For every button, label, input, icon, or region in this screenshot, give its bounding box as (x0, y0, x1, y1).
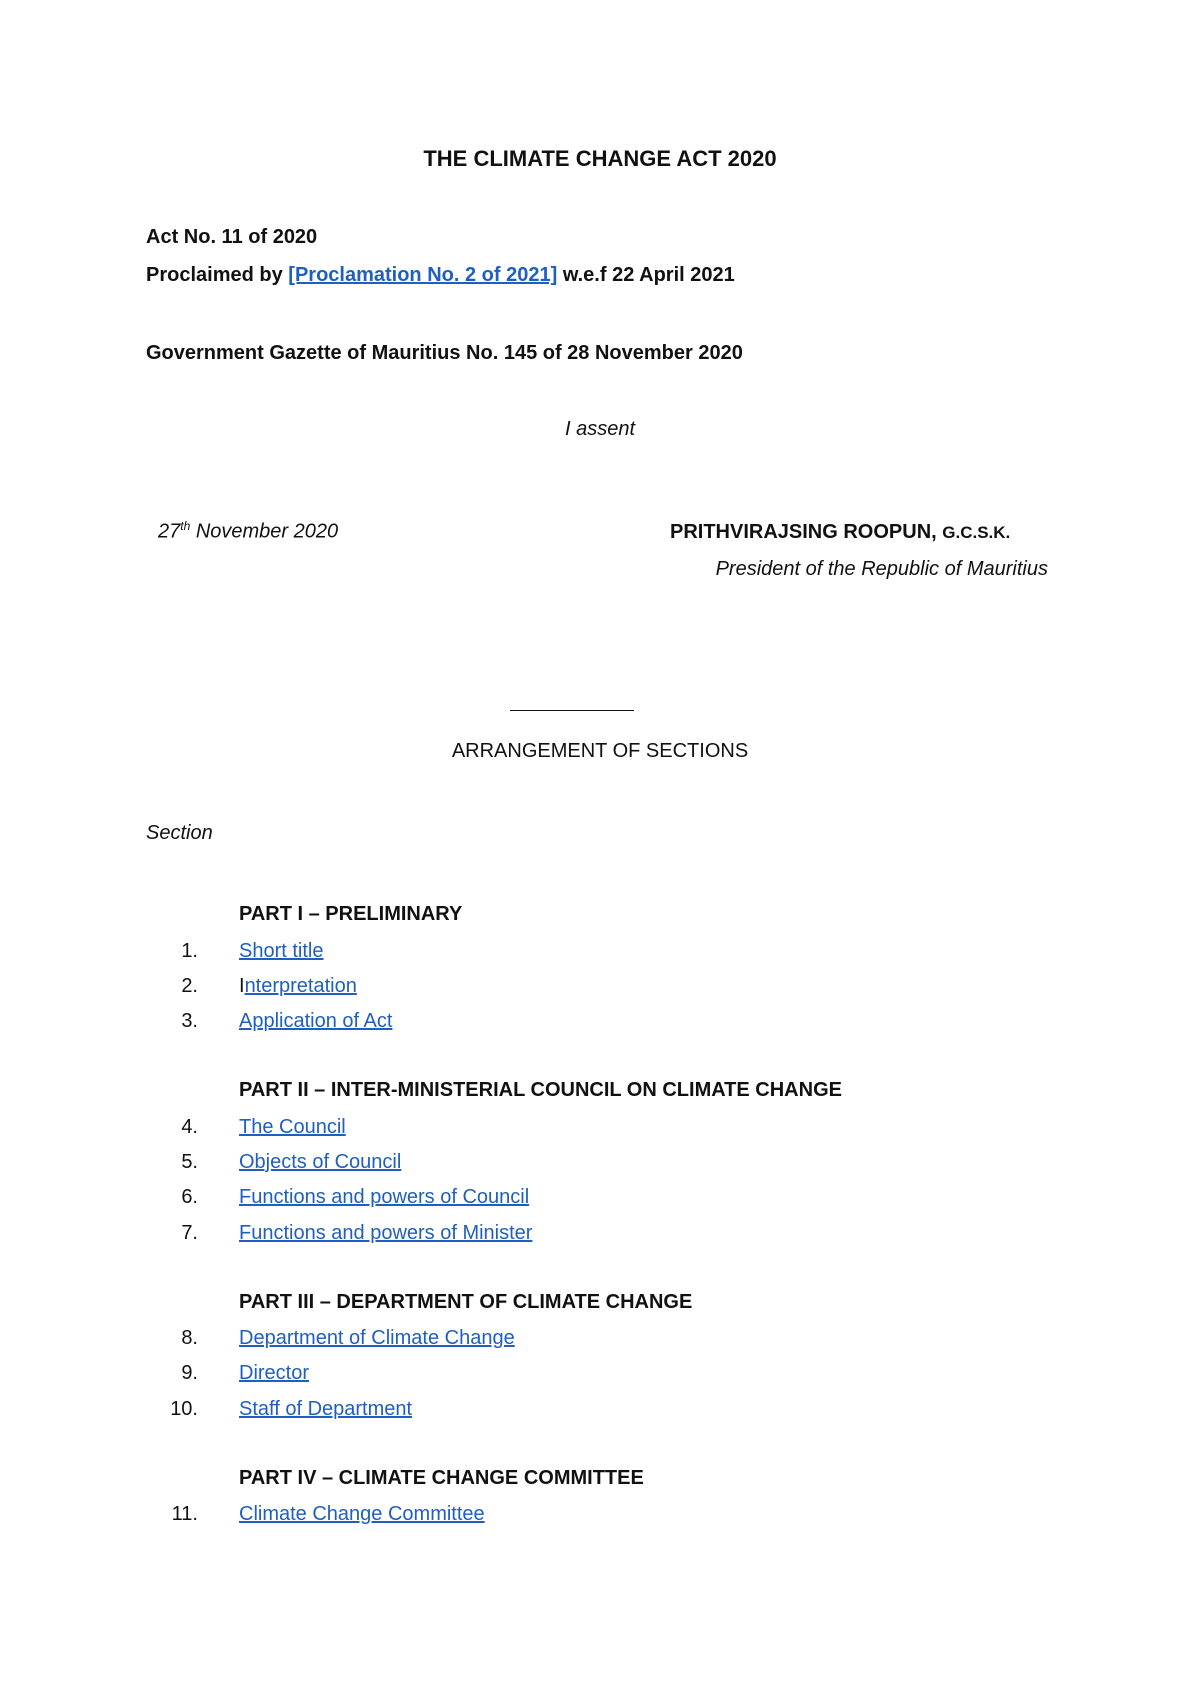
section-number: 5. (181, 1151, 198, 1173)
gazette-reference: Government Gazette of Mauritius No. 145 of 28 November 2020 (146, 342, 743, 364)
proclaimed-suffix: w.e.f 22 April 2021 (562, 264, 735, 286)
section-link[interactable]: Department of Climate Change (239, 1327, 515, 1349)
section-number: 8. (181, 1327, 198, 1349)
signer (670, 521, 1010, 544)
section-number: 1. (181, 940, 198, 962)
section-link[interactable]: Functions and powers of Council (239, 1186, 530, 1208)
section-link[interactable]: Director (239, 1362, 310, 1384)
section-number: 9. (181, 1362, 198, 1384)
part-heading: PART II – INTER-MINISTERIAL COUNCIL ON CLIMATE CHANGE (239, 1079, 842, 1101)
section-link[interactable]: Functions and powers of Minister (239, 1222, 533, 1244)
part-heading: PART I – PRELIMINARY (239, 903, 463, 925)
part-heading: PART III – DEPARTMENT OF CLIMATE CHANGE (239, 1291, 693, 1313)
section-entry (239, 975, 357, 998)
section-link[interactable]: nterpretation (244, 975, 357, 997)
part-heading: PART IV – CLIMATE CHANGE COMMITTEE (239, 1467, 644, 1489)
section-label: Section (146, 822, 213, 844)
section-link[interactable]: Short title (239, 940, 324, 962)
section-link[interactable]: Climate Change Committee (239, 1503, 485, 1525)
signer-title: President of the Republic of Mauritius (715, 558, 1048, 580)
section-label-plain: I (239, 975, 245, 997)
section-link[interactable]: Application of Act (239, 1010, 393, 1032)
signer-honours: G.C.S.K. (942, 523, 1011, 542)
section-link[interactable]: The Council (239, 1116, 346, 1138)
section-number: 3. (181, 1010, 198, 1032)
arrangement-title: ARRANGEMENT OF SECTIONS (451, 740, 749, 762)
section-number: 11. (171, 1503, 198, 1525)
assent-date (158, 519, 338, 544)
section-number: 7. (181, 1222, 198, 1244)
section-number: 10. (170, 1398, 198, 1420)
section-number: 2. (181, 975, 198, 997)
date-rest: November 2020 (195, 520, 339, 543)
section-number: 6. (181, 1186, 198, 1208)
proclamation-line (146, 264, 735, 287)
assent-text: I assent (564, 418, 636, 440)
act-title: THE CLIMATE CHANGE ACT 2020 (423, 146, 777, 171)
section-link[interactable]: Staff of Department (239, 1398, 413, 1420)
act-number: Act No. 11 of 2020 (146, 226, 318, 248)
date-day: 27 (158, 520, 181, 543)
divider-line (510, 710, 634, 711)
section-number: 4. (181, 1116, 198, 1138)
proclamation-link[interactable]: [Proclamation No. 2 of 2021] (288, 264, 558, 286)
proclaimed-prefix: Proclaimed by (146, 264, 283, 286)
signer-name: PRITHVIRAJSING ROOPUN, (670, 521, 937, 543)
date-suffix: th (180, 519, 191, 533)
section-link[interactable]: Objects of Council (239, 1151, 402, 1173)
